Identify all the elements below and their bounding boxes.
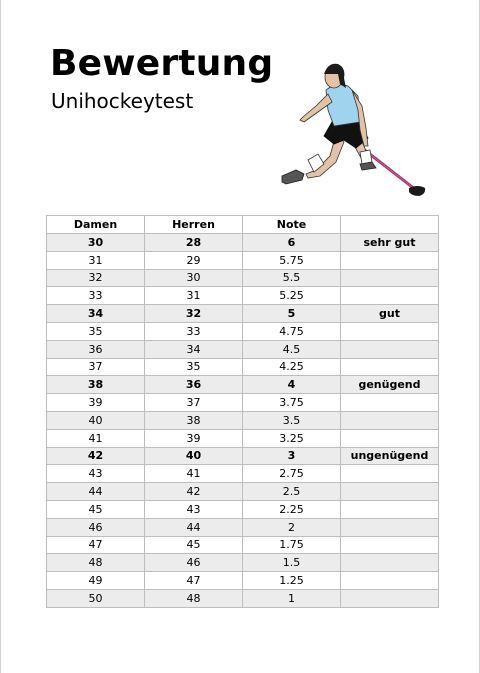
cell-grade (341, 340, 439, 358)
cell-note: 5.75 (243, 251, 341, 269)
floorball-player-icon (278, 60, 432, 200)
cell-herren: 39 (145, 429, 243, 447)
cell-damen: 31 (47, 251, 145, 269)
cell-damen: 47 (47, 536, 145, 554)
cell-damen: 49 (47, 572, 145, 590)
table-row (47, 305, 439, 323)
table-row (47, 411, 439, 429)
cell-note: 3.75 (243, 394, 341, 412)
cell-grade: ungenügend (341, 447, 439, 465)
cell-note: 3 (243, 447, 341, 465)
cell-herren: 29 (145, 251, 243, 269)
cell-damen: 32 (47, 269, 145, 287)
table-row (47, 429, 439, 447)
cell-damen: 36 (47, 340, 145, 358)
cell-grade (341, 429, 439, 447)
cell-damen: 34 (47, 305, 145, 323)
cell-damen: 33 (47, 287, 145, 305)
table-row (47, 572, 439, 590)
cell-note: 4.75 (243, 322, 341, 340)
table-row (47, 287, 439, 305)
table-row (47, 322, 439, 340)
page-subtitle: Unihockeytest (51, 89, 194, 113)
cell-herren: 40 (145, 447, 243, 465)
cell-note: 2.5 (243, 483, 341, 501)
cell-note: 5.5 (243, 269, 341, 287)
cell-grade (341, 269, 439, 287)
table-row (47, 465, 439, 483)
page-title: Bewertung (50, 43, 274, 84)
cell-grade (341, 251, 439, 269)
cell-herren: 28 (145, 234, 243, 252)
column-header-grade (341, 216, 439, 234)
cell-herren: 45 (145, 536, 243, 554)
table-row (47, 447, 439, 465)
cell-note: 3.25 (243, 429, 341, 447)
cell-herren: 46 (145, 554, 243, 572)
cell-note: 2.75 (243, 465, 341, 483)
table-row (47, 358, 439, 376)
cell-herren: 41 (145, 465, 243, 483)
table-row (47, 589, 439, 607)
table-row (47, 536, 439, 554)
table-body (47, 234, 439, 608)
cell-note: 2.25 (243, 500, 341, 518)
cell-herren: 43 (145, 500, 243, 518)
cell-damen: 50 (47, 589, 145, 607)
cell-damen: 48 (47, 554, 145, 572)
cell-grade (341, 483, 439, 501)
cell-grade (341, 536, 439, 554)
cell-note: 5.25 (243, 287, 341, 305)
cell-grade: sehr gut (341, 234, 439, 252)
cell-damen: 42 (47, 447, 145, 465)
table-row (47, 500, 439, 518)
cell-damen: 38 (47, 376, 145, 394)
table-header-row (47, 216, 439, 234)
cell-grade (341, 572, 439, 590)
cell-damen: 37 (47, 358, 145, 376)
cell-herren: 47 (145, 572, 243, 590)
cell-note: 4.5 (243, 340, 341, 358)
cell-grade (341, 394, 439, 412)
column-header-damen: Damen (47, 216, 145, 234)
cell-herren: 44 (145, 518, 243, 536)
cell-grade (341, 518, 439, 536)
cell-grade (341, 589, 439, 607)
cell-grade (341, 554, 439, 572)
cell-grade: gut (341, 305, 439, 323)
table-row (47, 234, 439, 252)
cell-damen: 40 (47, 411, 145, 429)
cell-note: 1.25 (243, 572, 341, 590)
cell-note: 4 (243, 376, 341, 394)
table-row (47, 251, 439, 269)
cell-herren: 33 (145, 322, 243, 340)
table-row (47, 554, 439, 572)
cell-herren: 31 (145, 287, 243, 305)
cell-damen: 46 (47, 518, 145, 536)
cell-damen: 45 (47, 500, 145, 518)
cell-grade (341, 358, 439, 376)
cell-damen: 41 (47, 429, 145, 447)
cell-grade (341, 465, 439, 483)
cell-herren: 37 (145, 394, 243, 412)
cell-grade (341, 500, 439, 518)
grading-table (46, 215, 439, 608)
cell-note: 4.25 (243, 358, 341, 376)
cell-damen: 39 (47, 394, 145, 412)
cell-herren: 32 (145, 305, 243, 323)
cell-note: 1.75 (243, 536, 341, 554)
cell-note: 1.5 (243, 554, 341, 572)
cell-herren: 42 (145, 483, 243, 501)
page-edge-left (0, 0, 1, 673)
table-row (47, 269, 439, 287)
cell-note: 6 (243, 234, 341, 252)
table-row (47, 340, 439, 358)
cell-note: 5 (243, 305, 341, 323)
table-row (47, 483, 439, 501)
table-row (47, 394, 439, 412)
cell-damen: 44 (47, 483, 145, 501)
cell-damen: 35 (47, 322, 145, 340)
cell-herren: 38 (145, 411, 243, 429)
cell-note: 1 (243, 589, 341, 607)
cell-note: 2 (243, 518, 341, 536)
table-row (47, 518, 439, 536)
cell-herren: 36 (145, 376, 243, 394)
cell-grade (341, 287, 439, 305)
cell-damen: 30 (47, 234, 145, 252)
table-row (47, 376, 439, 394)
column-header-herren: Herren (145, 216, 243, 234)
cell-damen: 43 (47, 465, 145, 483)
column-header-note: Note (243, 216, 341, 234)
cell-herren: 35 (145, 358, 243, 376)
cell-herren: 34 (145, 340, 243, 358)
cell-grade (341, 411, 439, 429)
cell-herren: 48 (145, 589, 243, 607)
cell-grade: genügend (341, 376, 439, 394)
cell-herren: 30 (145, 269, 243, 287)
cell-grade (341, 322, 439, 340)
cell-note: 3.5 (243, 411, 341, 429)
